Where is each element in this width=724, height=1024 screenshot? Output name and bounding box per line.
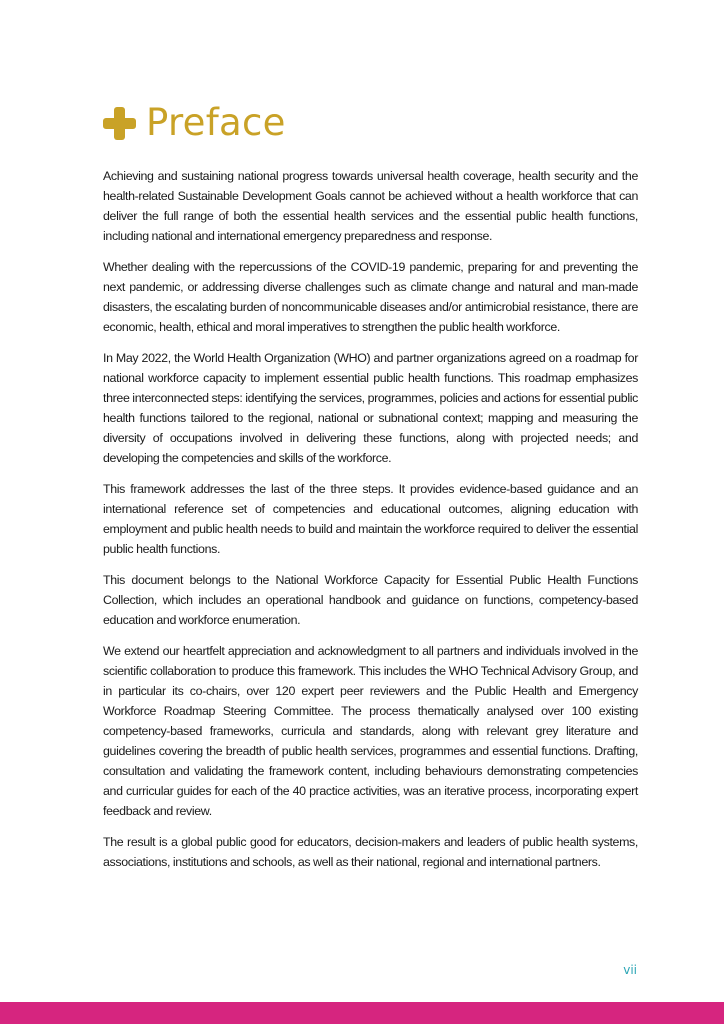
- paragraph-2: Whether dealing with the repercussions of the COVID-19 pandemic, preparing for and preventing the next pandemic, or addressing diverse challenges such as climate change and natural and man-made disasters, the escalating burden of noncommunicable diseases and/or antimicrobial resistance, there are economic, health, ethical and moral imperatives to strengthen the public health workforce.: [103, 260, 638, 334]
- plus-icon-vertical-bar: [114, 107, 125, 140]
- page-number: vii: [623, 963, 637, 977]
- paragraph-3: In May 2022, the World Health Organization (WHO) and partner organizations agreed on a roadmap for national workforce capacity to implement essential public health functions. This roadmap emphasizes three interconnected steps: identifying the services, programmes, policies and actions for essential public health functions tailored to the regional, national or subnational context; mapping and measuring the diversity of occupations involved in delivering these functions, along with projected needs; and developing the competencies and skills of the workforce.: [103, 351, 638, 465]
- body-text: [103, 166, 638, 883]
- paragraph-5: This document belongs to the National Workforce Capacity for Essential Public Health Functions Collection, which includes an operational handbook and guidance on functions, competency-based education and workforce enumeration.: [103, 573, 638, 627]
- paragraph-4: This framework addresses the last of the three steps. It provides evidence-based guidance and an international reference set of competencies and educational outcomes, aligning education with employment and public health needs to build and maintain the workforce required to deliver the essential public health functions.: [103, 482, 638, 556]
- page-title: Preface: [146, 101, 286, 144]
- paragraph-1: Achieving and sustaining national progress towards universal health coverage, health security and the health-related Sustainable Development Goals cannot be achieved without a health workforce that can deliver the full range of both the essential health services and the essential public health functions, including national and international emergency preparedness and response.: [103, 169, 638, 243]
- paragraph-7: The result is a global public good for educators, decision-makers and leaders of public health systems, associations, institutions and schools, as well as their national, regional and international partners.: [103, 835, 638, 869]
- plus-icon: [103, 107, 136, 140]
- footer-band: [0, 1002, 724, 1024]
- paragraph-6: We extend our heartfelt appreciation and acknowledgment to all partners and individuals involved in the scientific collaboration to produce this framework. This includes the WHO Technical Advisory Group, and in particular its co-chairs, over 120 expert peer reviewers and the Public Health and Emergency Workforce Roadmap Steering Committee. The process thematically analysed over 100 existing competency-based frameworks, curricula and standards, along with relevant grey literature and guidelines covering the breadth of public health services, programmes and essential functions. Drafting, consultation and validating the framework content, including behaviours demonstrating competencies and curricular guides for each of the 40 practice activities, was an iterative process, incorporating expert feedback and review.: [103, 644, 638, 818]
- section-heading: [103, 100, 286, 146]
